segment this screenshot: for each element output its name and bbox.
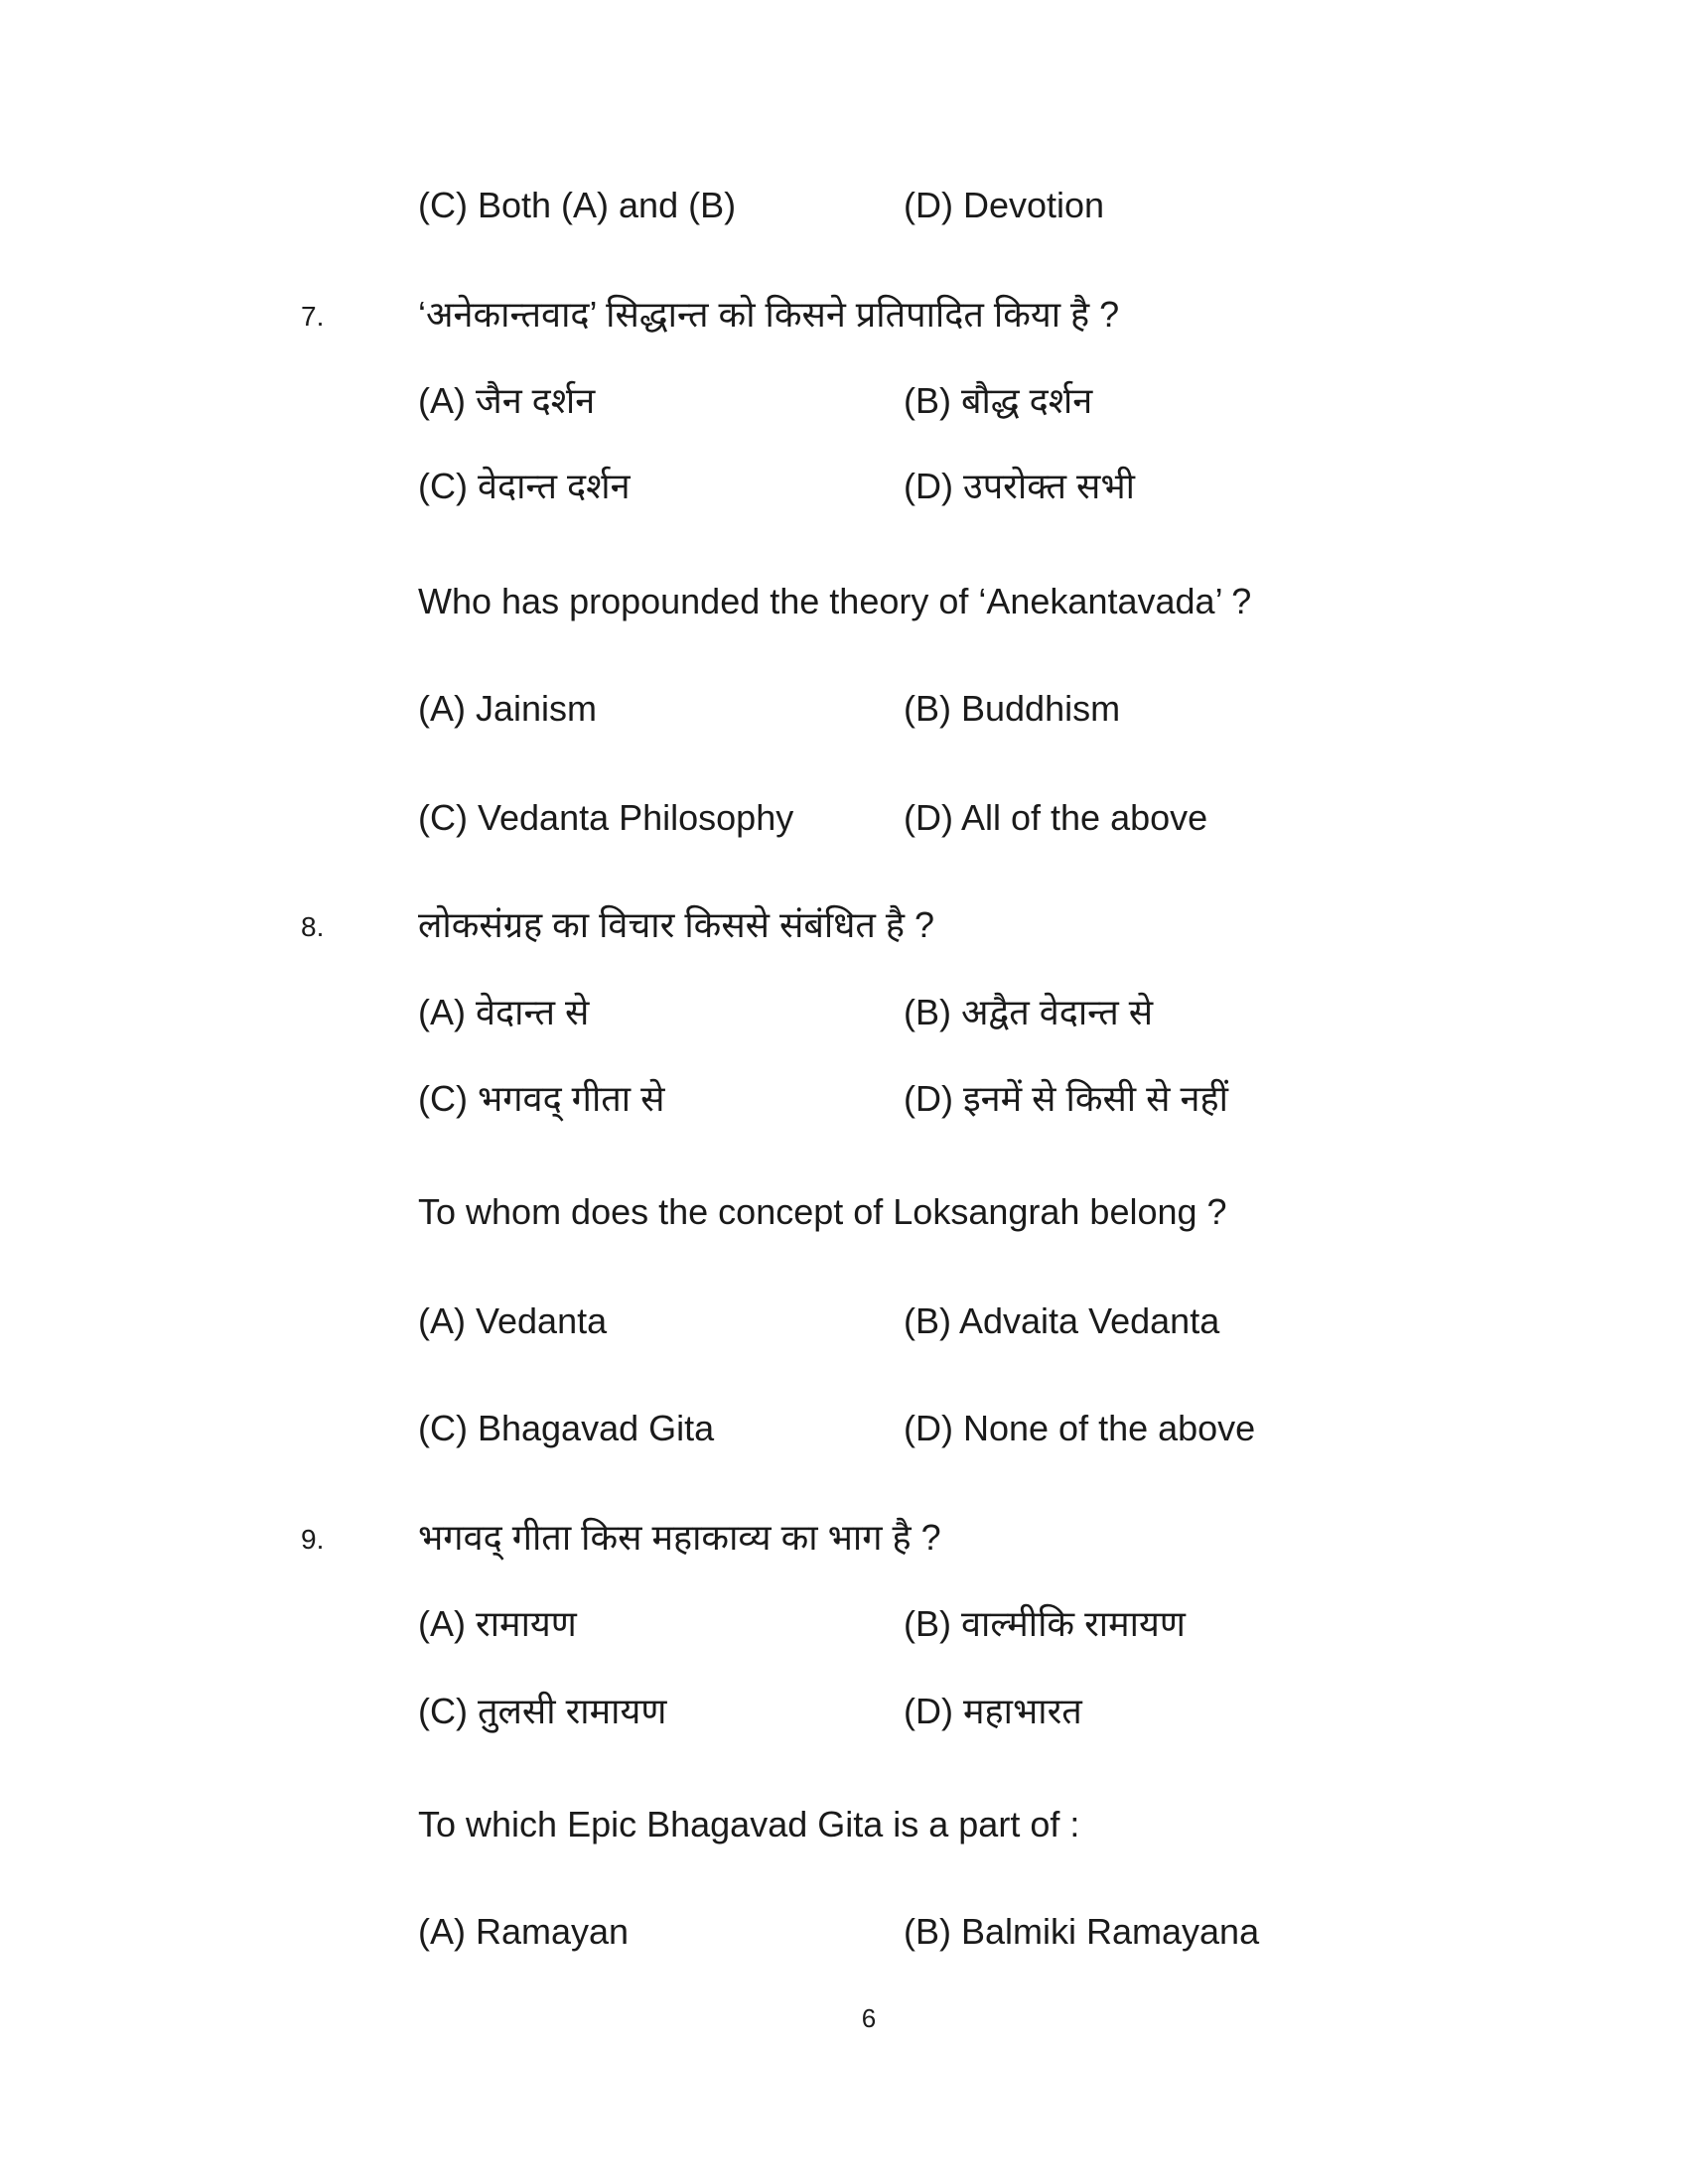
q7-english: Who has propounded the theory of ‘Anekantavada’ ? xyxy=(418,581,1252,621)
q9-hi-option-b: (B) वाल्मीकि रामायण xyxy=(904,1603,1186,1644)
q8-english: To whom does the concept of Loksangrah belong ? xyxy=(418,1191,1227,1232)
q7-hi-option-b: (B) बौद्ध दर्शन xyxy=(904,380,1093,421)
q7-en-option-d: (D) All of the above xyxy=(904,797,1208,838)
q7-hi-option-a: (A) जैन दर्शन xyxy=(418,380,596,421)
q8-hi-option-c: (C) भगवद् गीता से xyxy=(418,1078,665,1119)
q8-hi-option-b: (B) अद्वैत वेदान्त से xyxy=(904,992,1154,1032)
q8-number: 8. xyxy=(301,911,325,942)
q9-english: To which Epic Bhagavad Gita is a part of : xyxy=(418,1804,1080,1844)
q9-hi-option-a: (A) रामायण xyxy=(418,1603,577,1644)
q9-hi-option-d: (D) महाभारत xyxy=(904,1691,1082,1731)
q8-hi-option-a: (A) वेदान्त से xyxy=(418,992,590,1032)
q6-option-d: (D) Devotion xyxy=(904,185,1105,225)
page-number: 6 xyxy=(861,2003,877,2033)
q7-hi-option-c: (C) वेदान्त दर्शन xyxy=(418,466,631,506)
q8-en-option-c: (C) Bhagavad Gita xyxy=(418,1408,715,1448)
q8-hindi: लोकसंग्रह का विचार किससे संबंधित है ? xyxy=(418,904,935,945)
q9-en-option-a: (A) Ramayan xyxy=(418,1911,630,1952)
q6-option-c: (C) Both (A) and (B) xyxy=(418,185,737,225)
q7-hindi: ‘अनेकान्तवाद’ सिद्धान्त को किसने प्रतिपादित किया है ? xyxy=(418,294,1120,335)
q8-en-option-b: (B) Advaita Vedanta xyxy=(904,1300,1220,1341)
q8-en-option-a: (A) Vedanta xyxy=(418,1300,608,1341)
q7-en-option-a: (A) Jainism xyxy=(418,688,598,729)
q9-hi-option-c: (C) तुलसी रामायण xyxy=(418,1691,667,1731)
q7-en-option-b: (B) Buddhism xyxy=(904,688,1121,729)
q7-en-option-c: (C) Vedanta Philosophy xyxy=(418,797,794,838)
q8-en-option-d: (D) None of the above xyxy=(904,1408,1256,1448)
q7-hi-option-d: (D) उपरोक्त सभी xyxy=(904,466,1135,506)
q7-number: 7. xyxy=(301,301,325,332)
q9-hindi: भगवद् गीता किस महाकाव्य का भाग है ? xyxy=(418,1517,941,1558)
q8-hi-option-d: (D) इनमें से किसी से नहीं xyxy=(904,1078,1228,1119)
q9-number: 9. xyxy=(301,1524,325,1555)
q9-en-option-b: (B) Balmiki Ramayana xyxy=(904,1911,1260,1952)
